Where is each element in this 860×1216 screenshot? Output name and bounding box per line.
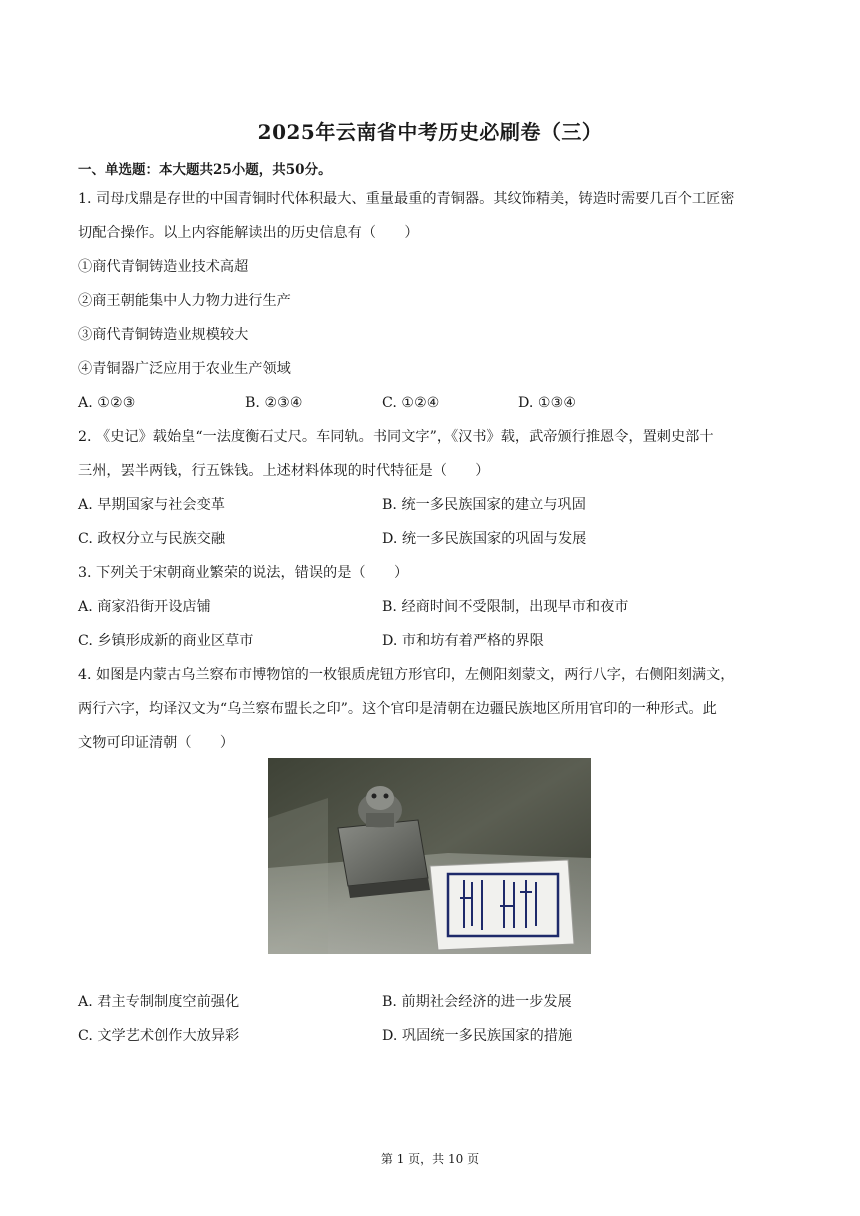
- q3-option-d: D. 市和坊有着严格的界限: [382, 633, 544, 649]
- seal-photo-illustration: [268, 758, 591, 954]
- q1-item-3: ③商代青铜铸造业规模较大: [78, 327, 249, 343]
- q2-option-d: D. 统一多民族国家的巩固与发展: [382, 531, 587, 547]
- q4-stem-line2: 两行六字，均译汉文为“乌兰察布盟长之印”。这个官印是清朝在边疆民族地区所用官印的一种形式。此: [78, 701, 717, 717]
- q1-stem-line2: 切配合操作。以上内容能解读出的历史信息有（ ）: [78, 225, 419, 241]
- q2-option-b: B. 统一多民族国家的建立与巩固: [382, 497, 586, 513]
- q1-item-2: ②商王朝能集中人力物力进行生产: [78, 293, 291, 309]
- q1-option-d: D. ①③④: [518, 395, 577, 411]
- official-seal-photo: [268, 758, 591, 954]
- q2-option-a: A. 早期国家与社会变革: [78, 497, 225, 513]
- q3-option-b: B. 经商时间不受限制，出现早市和夜市: [382, 599, 629, 615]
- q1-option-c: C. ①②④: [382, 395, 440, 411]
- q1-stem-line1: 1. 司母戊鼎是存世的中国青铜时代体积最大、重量最重的青铜器。其纹饰精美，铸造时需要几百个工匠密: [78, 191, 735, 207]
- q3-stem-line1: 3. 下列关于宋朝商业繁荣的说法，错误的是（ ）: [78, 565, 409, 581]
- q3-option-a: A. 商家沿街开设店铺: [78, 599, 211, 615]
- q1-item-1: ①商代青铜铸造业技术高超: [78, 259, 249, 275]
- q2-option-c: C. 政权分立与民族交融: [78, 531, 226, 547]
- page-footer: 第 1 页，共 10 页: [380, 1152, 480, 1166]
- q4-stem-line1: 4. 如图是内蒙古乌兰察布市博物馆的一枚银质虎钮方形官印，左侧阳刻蒙文，两行八字，右侧阳刻满文，: [78, 667, 735, 683]
- q4-option-b: B. 前期社会经济的进一步发展: [382, 994, 572, 1010]
- page-title: 2025年云南省中考历史必刷卷（三）: [257, 120, 603, 144]
- q4-option-a: A. 君主专制制度空前强化: [78, 994, 240, 1010]
- q4-option-d: D. 巩固统一多民族国家的措施: [382, 1028, 573, 1044]
- q4-stem-line3: 文物可印证清朝（ ）: [78, 735, 235, 751]
- q4-option-c: C. 文学艺术创作大放异彩: [78, 1028, 240, 1044]
- q2-stem-line1: 2. 《史记》载始皇“一法度衡石丈尺。车同轨。书同文字”，《汉书》载，武帝颁行推恩令，置刺史部十: [78, 429, 714, 445]
- q3-option-c: C. 乡镇形成新的商业区草市: [78, 633, 254, 649]
- q1-option-a: A. ①②③: [78, 395, 136, 411]
- q2-stem-line2: 三州，罢半两钱，行五铢钱。上述材料体现的时代特征是（ ）: [78, 463, 490, 479]
- q1-option-b: B. ②③④: [245, 395, 303, 411]
- section-heading: 一、单选题：本大题共25小题，共50分。: [78, 162, 332, 178]
- q1-item-4: ④青铜器广泛应用于农业生产领域: [78, 361, 291, 377]
